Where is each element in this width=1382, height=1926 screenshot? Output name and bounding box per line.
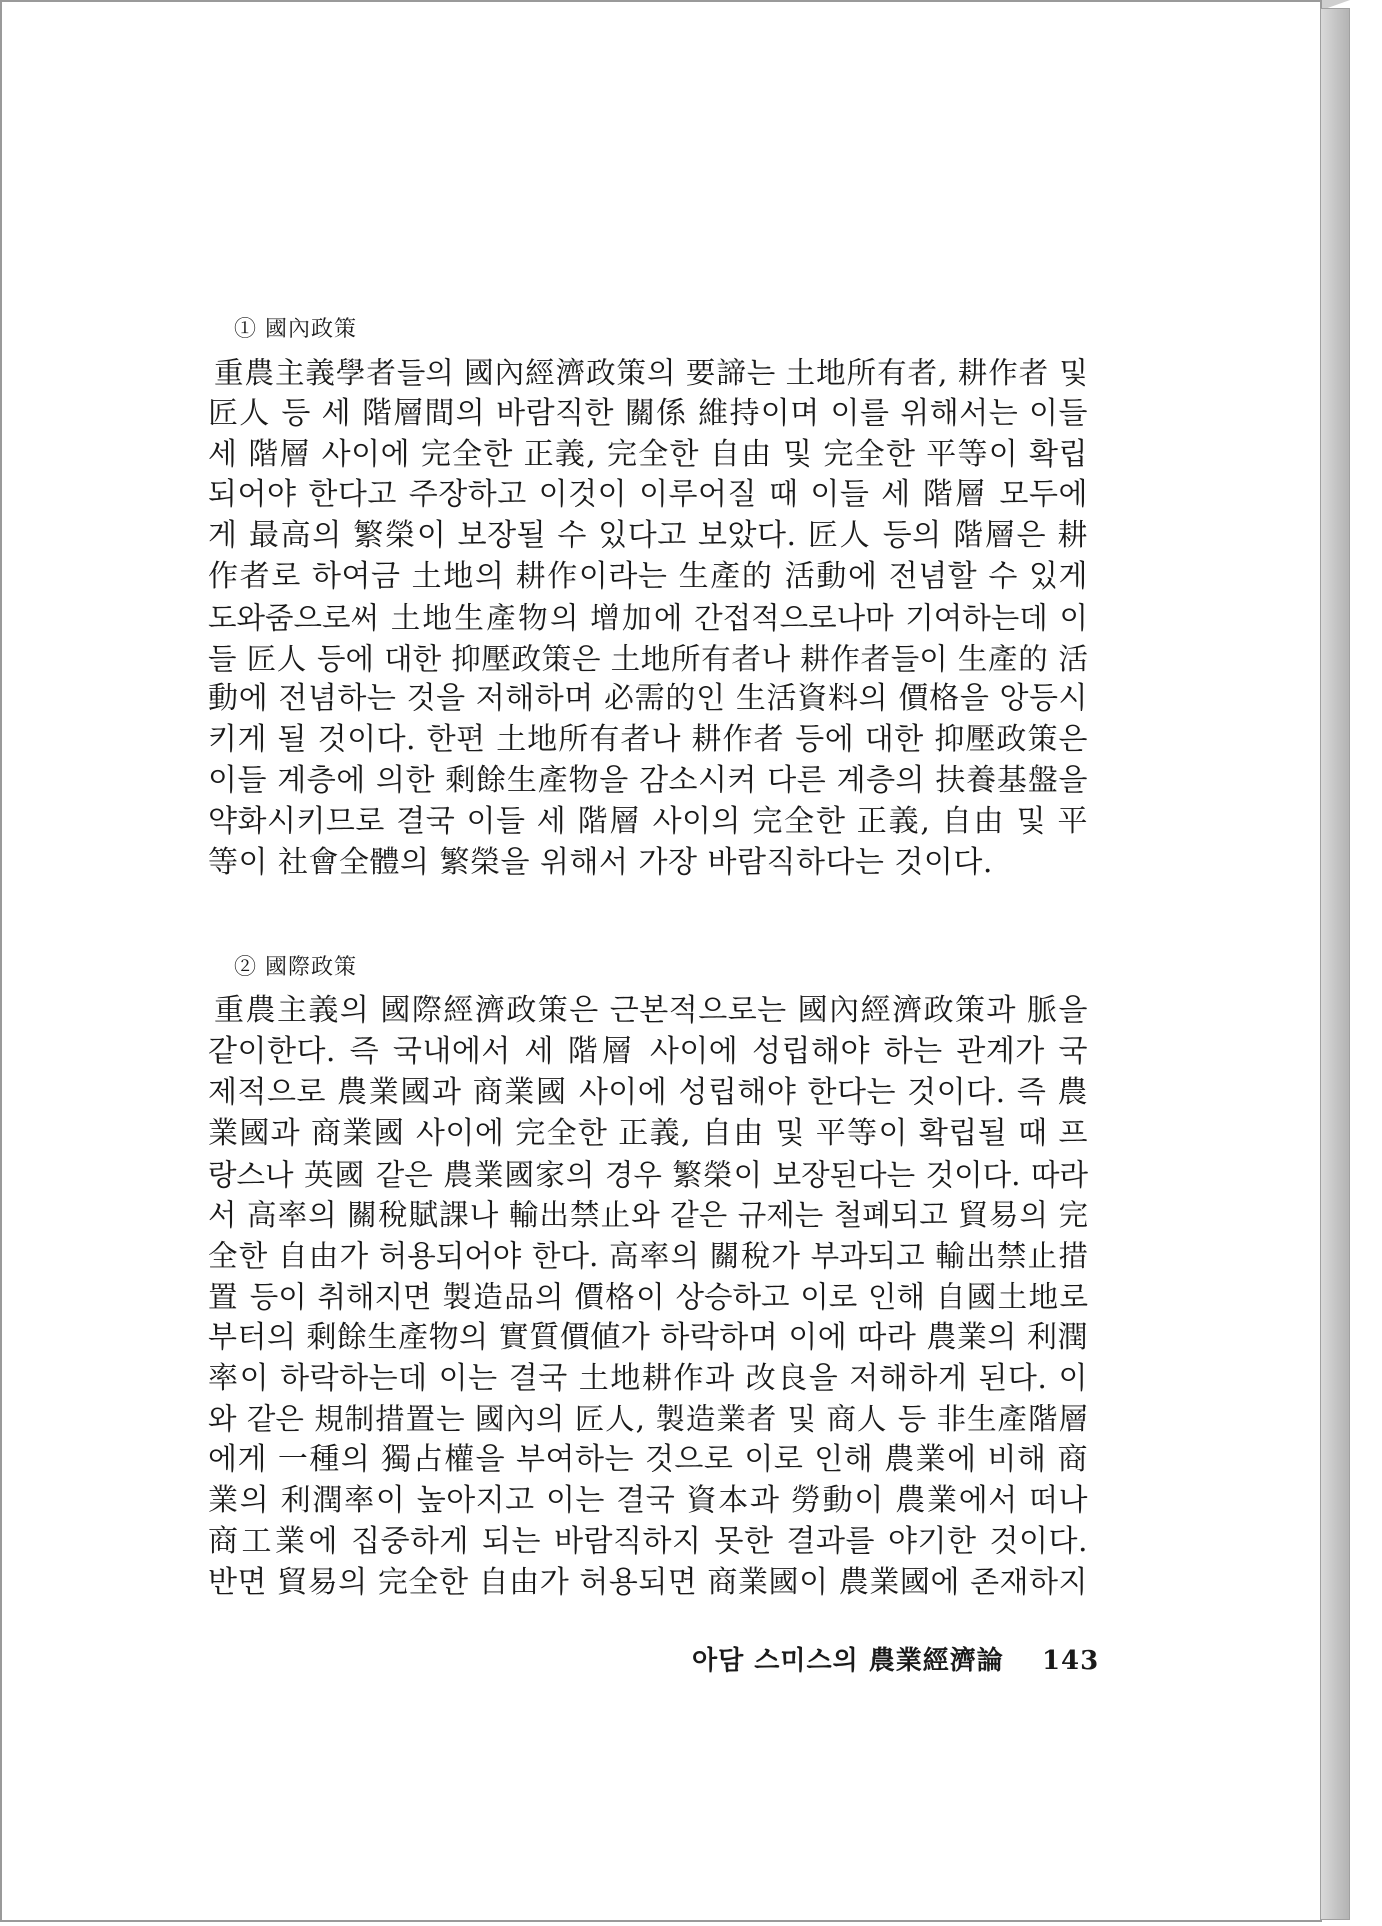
text-line: 키게 될 것이다. 한편 土地所有者나 耕作者 등에 대한 抑壓政策은 xyxy=(208,722,1088,758)
text-line: 匠人 등 세 階層間의 바람직한 關係 維持이며 이를 위해서는 이들 xyxy=(208,395,1088,431)
text-line: 랑스나 英國 같은 農業國家의 경우 繁榮이 보장된다는 것이다. 따라 xyxy=(208,1157,1088,1192)
text-line: 부터의 剩餘生產物의 實質價値가 하락하며 이에 따라 農業의 利潤 xyxy=(208,1319,1088,1355)
running-title: 아담 스미스의 農業經濟論 xyxy=(692,1646,1004,1676)
text-line: 作者로 하여금 土地의 耕作이라는 生產的 活動에 전념할 수 있게 xyxy=(208,558,1088,594)
text-line: 도와줌으로써 土地生產物의 增加에 간접적으로나마 기여하는데 이 xyxy=(208,600,1088,635)
text-line: 제적으로 農業國과 商業國 사이에 성립해야 한다는 것이다. 즉 農 xyxy=(208,1074,1088,1110)
text-line: 와 같은 規制措置는 國內의 匠人, 製造業者 및 商人 등 非生產階層 xyxy=(208,1402,1088,1437)
paragraph xyxy=(208,991,1088,1603)
text-line: 重農主義學者들의 國內經濟政策의 要諦는 土地所有者, 耕作者 및 xyxy=(214,356,1088,390)
text-line: 業國과 商業國 사이에 完全한 正義, 自由 및 平等이 확립될 때 프 xyxy=(208,1115,1088,1151)
text-line: 全한 自由가 허용되어야 한다. 高率의 關稅가 부과되고 輸出禁止措 xyxy=(208,1239,1088,1274)
text-line: 業의 利潤率이 높아지고 이는 결국 資本과 勞動이 農業에서 떠나 xyxy=(208,1482,1088,1518)
text-line: 動에 전념하는 것을 저해하며 必需的인 生活資料의 價格을 앙등시 xyxy=(208,681,1088,717)
section-heading: ① 國內政策 xyxy=(234,317,357,342)
text-line: 等이 社會全體의 繁榮을 위해서 가장 바람직하다는 것이다. xyxy=(208,844,993,880)
text-line: 반면 貿易의 完全한 自由가 허용되면 商業國이 農業國에 존재하지 xyxy=(208,1564,1088,1600)
page-footer xyxy=(692,1640,1099,1677)
paragraph xyxy=(208,353,1088,883)
section-domestic-policy xyxy=(208,313,1088,883)
text-line: 들 匠人 등에 대한 抑壓政策은 土地所有者나 耕作者들이 生產的 活 xyxy=(208,641,1088,676)
page-number: 143 xyxy=(1041,1646,1100,1676)
section-gap xyxy=(208,883,1088,951)
text-line: 약화시키므로 결국 이들 세 階層 사이의 完全한 正義, 自由 및 平 xyxy=(208,803,1088,839)
text-line: 서 高率의 關稅賦課나 輸出禁止와 같은 규제는 철폐되고 貿易의 完 xyxy=(208,1198,1088,1233)
text-line: 같이한다. 즉 국내에서 세 階層 사이에 성립해야 하는 관계가 국 xyxy=(208,1034,1088,1070)
section-heading: ② 國際政策 xyxy=(234,955,357,981)
text-line: 置 등이 취해지면 製造品의 價格이 상승하고 이로 인해 自國土地로 xyxy=(208,1279,1088,1314)
page-stack-edge xyxy=(1320,8,1350,1920)
text-line: 이들 계층에 의한 剩餘生產物을 감소시켜 다른 계층의 扶養基盤을 xyxy=(208,762,1088,798)
text-line: 率이 하락하는데 이는 결국 土地耕作과 改良을 저해하게 된다. 이 xyxy=(208,1360,1088,1396)
text-line: 게 最高의 繁榮이 보장될 수 있다고 보았다. 匠人 등의 階層은 耕 xyxy=(208,518,1088,554)
text-line: 商工業에 집중하게 되는 바람직하지 못한 결과를 야기한 것이다. xyxy=(208,1523,1088,1559)
text-line: 세 階層 사이에 完全한 正義, 完全한 自由 및 完全한 平等이 확립 xyxy=(208,436,1088,472)
page-content xyxy=(208,313,1088,1603)
section-international-policy xyxy=(208,951,1088,1603)
text-line: 되어야 한다고 주장하고 이것이 이루어질 때 이들 세 階層 모두에 xyxy=(208,477,1088,513)
text-line: 重農主義의 國際經濟政策은 근본적으로는 國內經濟政策과 脈을 xyxy=(214,993,1088,1029)
text-line: 에게 一種의 獨占權을 부여하는 것으로 이로 인해 農業에 비해 商 xyxy=(208,1442,1088,1478)
